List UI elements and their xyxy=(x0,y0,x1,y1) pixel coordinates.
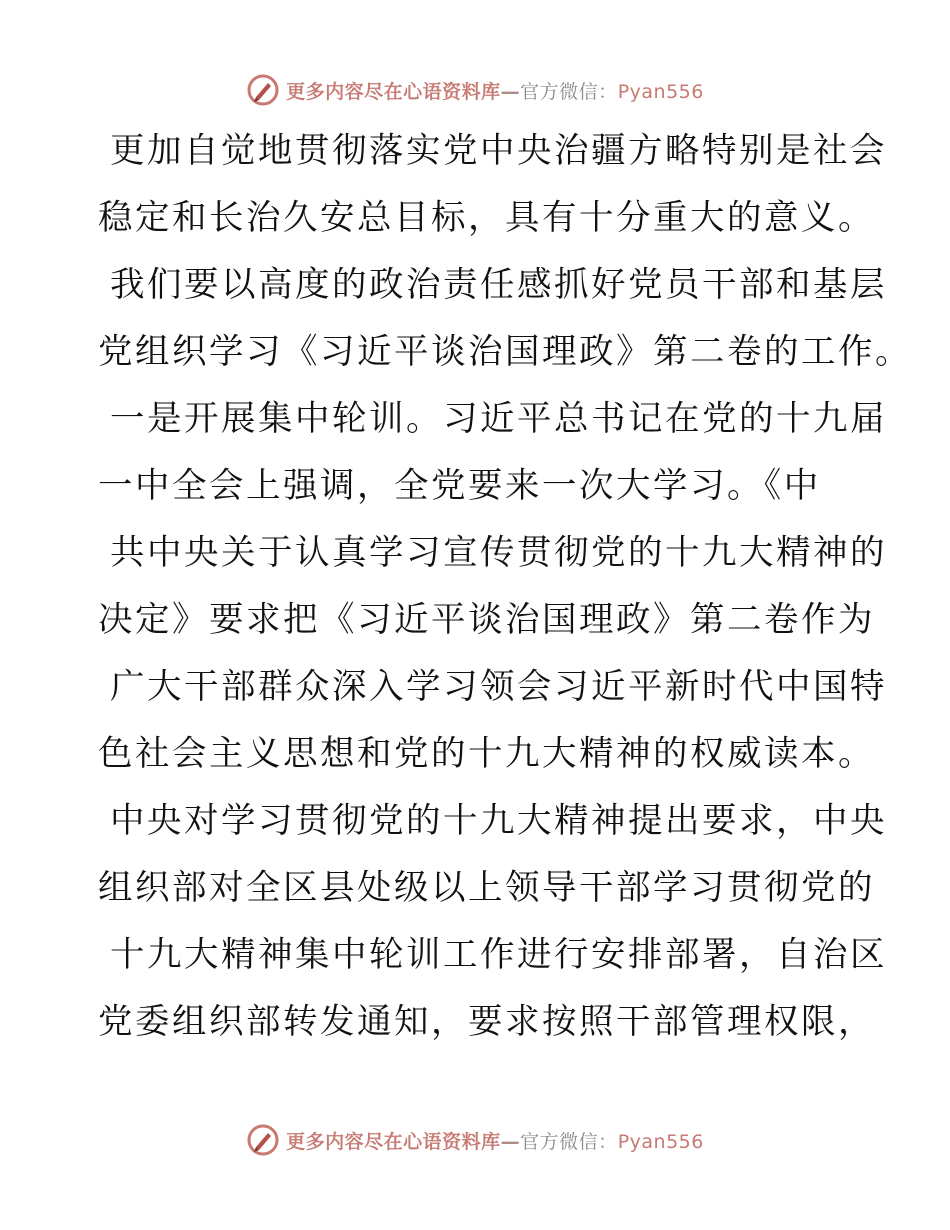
document-body xyxy=(98,118,912,1056)
text-line: 一中全会上强调，全党要来一次大学习。《中 xyxy=(98,466,821,506)
text-line: 色社会主义思想和党的十九大精神的权威读本。 xyxy=(98,734,875,774)
watermark-dash: — xyxy=(500,1130,521,1153)
text-line: 稳定和长治久安总目标，具有十分重大的意义。 xyxy=(98,198,875,238)
text-line: 一是开展集中轮训。习近平总书记在党的十九届 xyxy=(110,399,887,439)
text-line: 共中央关于认真学习宣传贯彻党的十九大精神的 xyxy=(110,533,887,573)
watermark-dash: — xyxy=(500,80,521,103)
pen-logo-icon xyxy=(246,73,280,107)
text-line: 广大干部群众深入学习领会习近平新时代中国特 xyxy=(110,667,887,707)
text-line: 十九大精神集中轮训工作进行安排部署，自治区 xyxy=(110,935,887,975)
header-watermark xyxy=(0,70,950,110)
watermark-wechat: Pyan556 xyxy=(617,80,704,103)
text-line: 更加自觉地贯彻落实党中央治疆方略特别是社会 xyxy=(110,131,887,171)
text-line: 我们要以高度的政治责任感抓好党员干部和基层 xyxy=(110,265,887,305)
text-line: 组织部对全区县处级以上领导干部学习贯彻党的 xyxy=(98,868,875,908)
pen-logo-icon xyxy=(246,1123,280,1157)
watermark-wechat: Pyan556 xyxy=(617,1130,704,1153)
watermark-official: 官方微信： xyxy=(520,1130,618,1153)
text-line: 决定》要求把《习近平谈治国理政》第二卷作为 xyxy=(98,600,875,640)
footer-watermark xyxy=(0,1120,950,1160)
watermark-brand: 更多内容尽在心语资料库 xyxy=(286,1130,501,1153)
text-line: 党委组织部转发通知，要求按照干部管理权限， xyxy=(98,1002,875,1042)
watermark-text xyxy=(286,77,704,104)
text-line: 中央对学习贯彻党的十九大精神提出要求，中央 xyxy=(110,801,887,841)
watermark-brand: 更多内容尽在心语资料库 xyxy=(286,80,501,103)
text-line: 党组织学习《习近平谈治国理政》第二卷的工作。 xyxy=(98,332,912,372)
watermark-official: 官方微信： xyxy=(520,80,618,103)
watermark-text xyxy=(286,1127,704,1154)
